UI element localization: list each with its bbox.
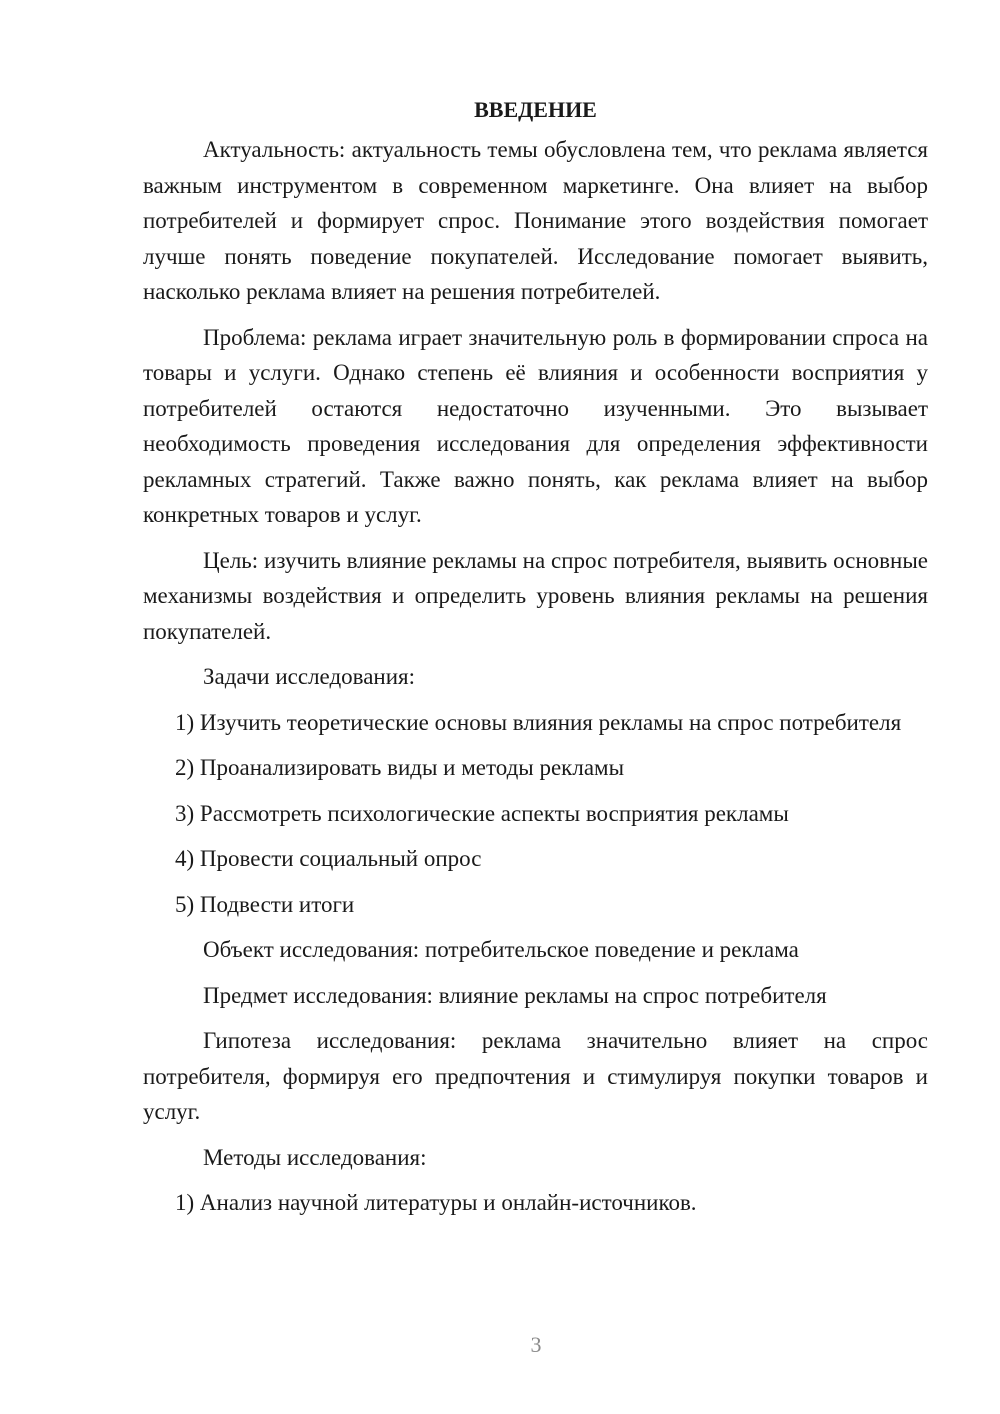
task-item-4: 4) Провести социальный опрос bbox=[175, 846, 482, 871]
hypothesis-paragraph: Гипотеза исследования: реклама значительно влияет на спрос потребителя, формируя его предпочтения и стимулируя покупки товаров и услуг. bbox=[143, 1028, 928, 1124]
problem-paragraph: Проблема: реклама играет значительную роль в формировании спроса на товары и услуги. Однако степень её влияния и особенности восприятия у потребителей остаются недостаточно изученными. Это вызывает необходимость проведения исследования для определения эффективности рекламных стратегий. Также важно понять, как реклама влияет на выбор конкретных товаров и услуг. bbox=[143, 324, 928, 527]
methods-heading: Методы исследования: bbox=[203, 1144, 427, 1170]
task-item-3: 3) Рассмотреть психологические аспекты восприятия рекламы bbox=[175, 800, 789, 826]
section-title: ВВЕДЕНИЕ bbox=[474, 97, 597, 122]
task-item-1: 1) Изучить теоретические основы влияния рекламы на спрос потребителя bbox=[175, 709, 902, 735]
document-body bbox=[143, 92, 928, 1231]
tasks-heading: Задачи исследования: bbox=[203, 664, 416, 689]
research-subject: Предмет исследования: влияние рекламы на спрос потребителя bbox=[203, 982, 827, 1008]
research-object: Объект исследования: потребительское поведение и реклама bbox=[203, 937, 799, 962]
goal-paragraph: Цель: изучить влияние рекламы на спрос потребителя, выявить основные механизмы воздействия и определить уровень влияния рекламы на решения покупателей. bbox=[143, 547, 928, 644]
task-item-5: 5) Подвести итоги bbox=[175, 891, 355, 917]
page-number: 3 bbox=[530, 1332, 542, 1357]
relevance-paragraph: Актуальность: актуальность темы обусловлена тем, что реклама является важным инструментом в современном маркетинге. Она влияет на выбор потребителей и формирует спрос. Понимание этого воздействия помогает лучше понять поведение покупателей. Исследование помогает выявить, насколько реклама влияет на решения потребителей. bbox=[143, 137, 928, 304]
task-item-2: 2) Проанализировать виды и методы рекламы bbox=[175, 755, 625, 780]
method-item-1: 1) Анализ научной литературы и онлайн-источников. bbox=[175, 1190, 697, 1215]
